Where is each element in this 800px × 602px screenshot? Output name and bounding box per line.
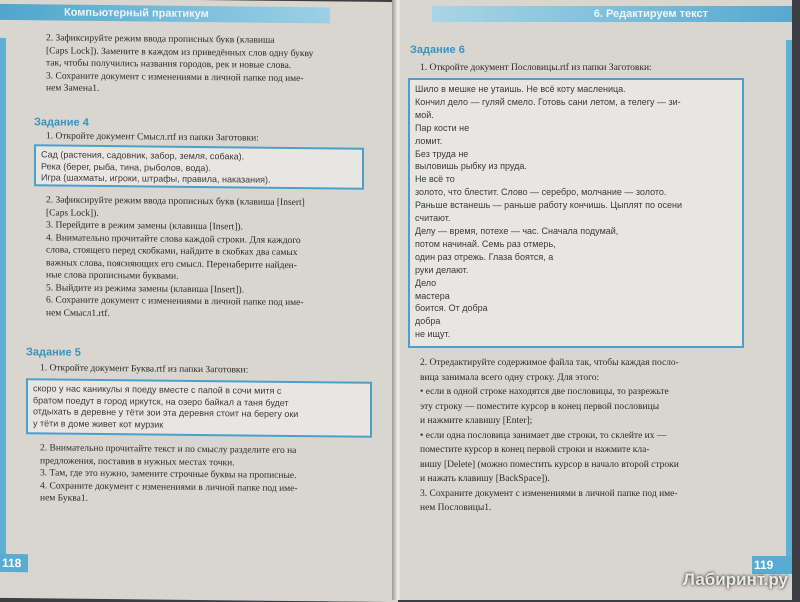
left-page	[0, 0, 398, 602]
task4-box: Сад (растения, садовник, забор, земля, собака). Река (берег, рыба, тина, рыболов, вода). Игра (шахматы, игроки, штрафы, правила, наказания).	[34, 144, 364, 189]
task4-steps: 2. Зафиксируйте режим ввода прописных букв (клавиша [Insert] [Caps Lock]). 3. Перейдите в режим замены (клавиша [Insert]). 4. Внимательно прочитайте слова каждой строки. Для каждого слова, стоящего перед скобками, найдите в скобках два самых важных слова, поясняющих его смысл. Перенаберите найден- ные слова прописными буквами. 5. Выйдите из режима замены (клавиша [Insert]). 6. Сохраните документ с изменениями в личной папке под име- нем Смысл1.rtf.	[46, 195, 305, 319]
right-page	[400, 0, 792, 600]
left-margin-bar	[0, 38, 6, 558]
task4-step1: 1. Откройте документ Смысл.rtf из папки Заготовки:	[46, 131, 259, 144]
task5-box: скоро у нас каникулы я поеду вместе с папой в сочи митя с братом поедут в город иркутск, на озеро байкал а таня будет отдыхать в деревне у тёти зои эта деревня стоит на берегу оки у тёти в доме живет кот мурзик	[26, 378, 372, 438]
right-header: 6. Редактируем текст	[432, 6, 792, 22]
task5-step1: 1. Откройте документ Буква.rtf из папки Заготовки:	[40, 363, 249, 376]
intro-text: 2. Зафиксируйте режим ввода прописных букв (клавиша [Caps Lock]). Замените в каждом из приведённых слов одну букву так, чтобы получились названия городов, рек и новые слова. 3. Сохраните документ с изменениями в личной папке под име- нем Замена1.	[46, 33, 314, 94]
task4-title: Задание 4	[34, 116, 89, 129]
task6-step1: 1. Откройте документ Пословицы.rtf из папки Заготовки:	[420, 63, 652, 73]
task6-box: Шило в мешке не утаишь. Не всё коту масленица. Кончил дело — гуляй смело. Готовь сани летом, а телегу — зи- мой. Пар кости не ломит. Без труда не выловишь рыбку из пруда. Не всё то золото, что блестит. Слово — серебро, молчание — золото. Раньше встанешь — раньше работу кончишь. Цыплят по осени считают. Делу — время, потехе — час. Сначала подумай, потом начинай. Семь раз отмерь, один раз отрежь. Глаза боятся, а руки делают. Дело мастера боится. От добра добра не ищут.	[408, 78, 744, 348]
task6-steps: 2. Отредактируйте содержимое файла так, чтобы каждая посло- вица занимала всего одну строку. Для этого: • если в одной строке находятся две пословицы, то разрежьте эту строку — поместите курсор в конец первой пословицы и нажмите клавишу [Enter]; • если одна пословица занимает две строки, то склейте их — поместите курсор в конец первой строки и нажмите кла- вишу [Delete] (можно поместить курсор в начало второй строки и нажать клавишу [BackSpace]). 3. Сохраните документ с изменениями в личной папке под име- нем Пословицы1.	[420, 358, 679, 513]
watermark-logo: Лабиринт.ру	[682, 570, 788, 589]
task6-title: Задание 6	[410, 44, 465, 56]
task5-title: Задание 5	[26, 346, 81, 359]
right-page-number: 119	[752, 556, 792, 574]
left-header: Компьютерный практикум	[0, 4, 330, 23]
task5-steps: 2. Внимательно прочитайте текст и по смыслу разделите его на предложения, поставив в нужных местах точки. 3. Там, где это нужно, замените строчные буквы на прописные. 4. Сохраните документ с изменениями в личной папке под име- нем Буква1.	[40, 443, 298, 504]
right-margin-bar	[786, 40, 792, 560]
left-page-number: 118	[0, 554, 28, 572]
